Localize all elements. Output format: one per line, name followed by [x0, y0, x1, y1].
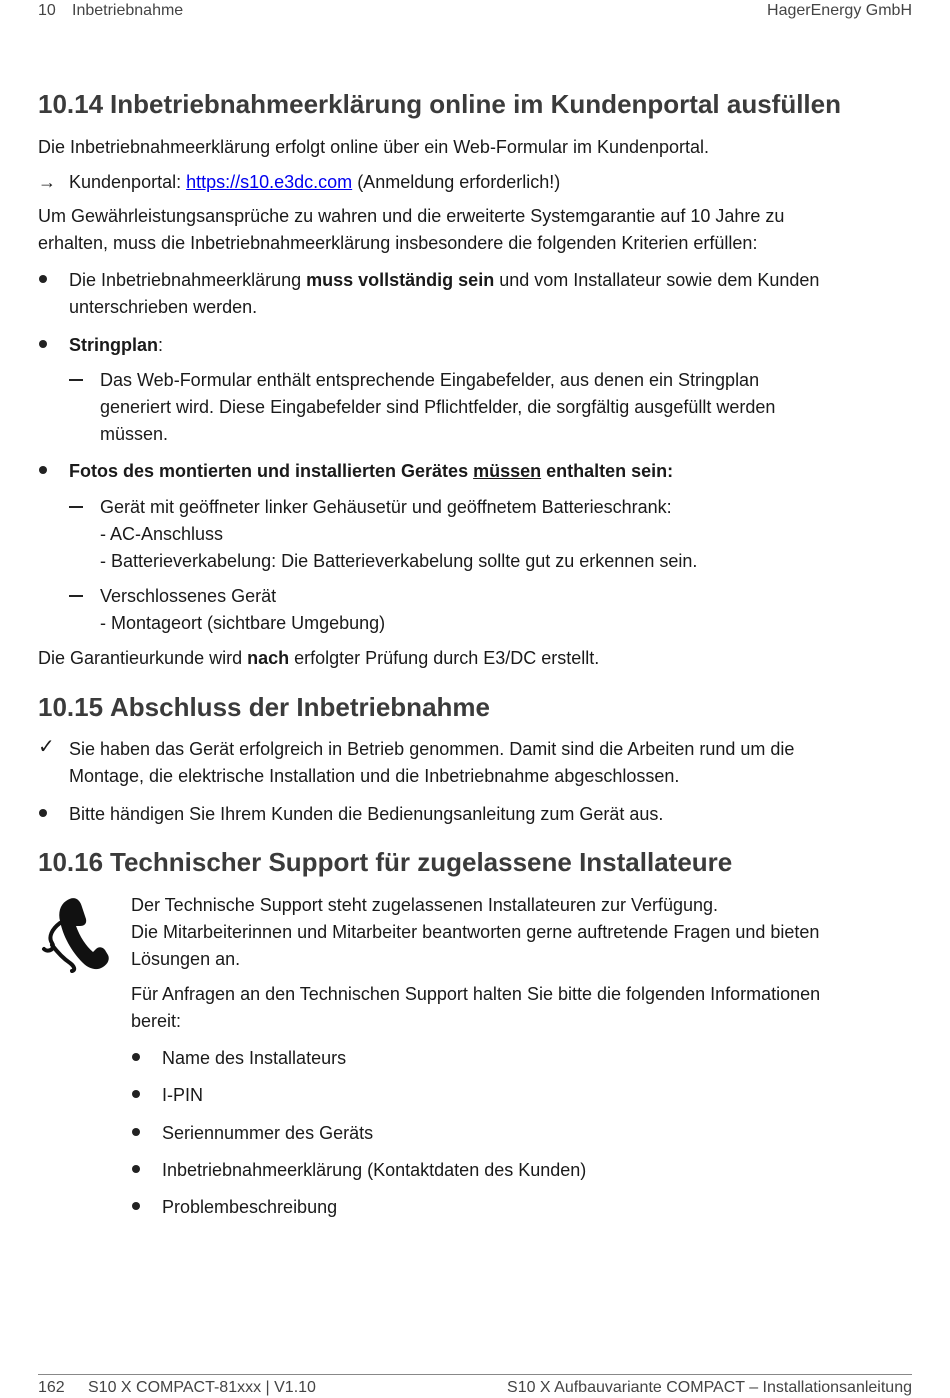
- text: Für Anfragen an den Technischen Support halten Sie bitte die folgenden Informationen: [131, 984, 821, 1004]
- section-title: Abschluss der Inbetriebnahme: [110, 692, 490, 722]
- page-header: [38, 2, 912, 24]
- emphasis: nach: [247, 648, 290, 668]
- text: unterschrieben werden.: [69, 297, 258, 317]
- text: generiert wird. Diese Eingabefelder sind Pflichtfelder, die sorgfältig ausgefüllt werden: [100, 397, 776, 417]
- underlined-text: müssen: [473, 461, 542, 481]
- document-page: [38, 0, 912, 1398]
- text: Montage, die elektrische Installation und die Inbetriebnahme abgeschlossen.: [69, 766, 680, 786]
- bullet-icon: [132, 1128, 140, 1136]
- list-item: Bitte händigen Sie Ihrem Kunden die Bedienungsanleitung zum Gerät aus.: [69, 804, 664, 824]
- bullet-icon: [39, 275, 47, 283]
- section-title: Inbetriebnahmeerklärung online im Kundenportal ausfüllen: [110, 89, 841, 119]
- paragraph-line: erhalten, muss die Inbetriebnahmeerklärung insbesondere die folgenden Kriterien erfüllen:: [38, 233, 758, 253]
- chapter-number: 10: [38, 2, 56, 19]
- bullet-icon: [132, 1165, 140, 1173]
- sub-list-item: [100, 494, 697, 575]
- bullet-icon: [132, 1202, 140, 1210]
- text: Der Technische Support steht zugelassenen Installateuren zur Verfügung.: [131, 895, 719, 915]
- bullet-icon: [132, 1053, 140, 1061]
- text: Verschlossenes Gerät: [100, 586, 277, 606]
- company-name: HagerEnergy GmbH: [767, 2, 912, 19]
- dash-icon: [69, 506, 83, 508]
- support-item: Seriennummer des Geräts: [162, 1123, 374, 1143]
- checkmark-icon: ✓: [38, 736, 55, 758]
- text: Die Inbetriebnahmeerklärung: [69, 270, 307, 290]
- chapter-heading: [38, 2, 183, 20]
- warranty-paragraph: [38, 203, 784, 257]
- section-number: 10.14: [38, 89, 104, 119]
- intro-paragraph: Die Inbetriebnahmeerklärung erfolgt online über ein Web-Formular im Kundenportal.: [38, 137, 710, 157]
- telephone-icon: [40, 893, 110, 973]
- arrow-icon: →: [38, 172, 56, 192]
- emphasis: muss vollständig sein: [306, 270, 495, 290]
- portal-note: (Anmeldung erforderlich!): [352, 172, 561, 192]
- text: Fotos des montierten und installierten Gerätes: [69, 461, 474, 481]
- section-number: 10.15: [38, 692, 104, 722]
- paragraph-line: Um Gewährleistungsansprüche zu wahren und die erweiterte Systemgarantie auf 10 Jahre zu: [38, 206, 785, 226]
- support-paragraph: [131, 892, 819, 973]
- text: Sie haben das Gerät erfolgreich in Betrieb genommen. Damit sind die Arbeiten rund um die: [69, 739, 795, 759]
- page-footer: [38, 1374, 912, 1396]
- sub-list-item: [100, 583, 385, 637]
- document-title: S10 X Aufbauvariante COMPACT – Installationsanleitung: [507, 1379, 912, 1396]
- text: - Batterieverkabelung: Die Batterieverkabelung sollte gut zu erkennen sein.: [100, 551, 698, 571]
- section-heading-10-15: [38, 692, 490, 723]
- section-number: 10.16: [38, 847, 104, 877]
- bullet-icon: [132, 1090, 140, 1098]
- text: und vom Installateur sowie dem Kunden: [494, 270, 820, 290]
- text: müssen.: [100, 424, 169, 444]
- support-item: Name des Installateurs: [162, 1048, 347, 1068]
- closing-paragraph: [38, 645, 599, 672]
- bullet-icon: [39, 340, 47, 348]
- footer-left: [38, 1379, 316, 1397]
- portal-link[interactable]: https://s10.e3dc.com: [186, 172, 353, 192]
- page-number: 162: [38, 1379, 65, 1396]
- chapter-title: Inbetriebnahme: [72, 2, 184, 19]
- text: Gerät mit geöffneter linker Gehäusetür und geöffnetem Batterieschrank:: [100, 497, 672, 517]
- section-heading-10-14: [38, 89, 841, 120]
- list-item: [69, 332, 163, 359]
- sub-list-item: [100, 367, 775, 448]
- result-paragraph: [69, 736, 794, 790]
- section-title: Technischer Support für zugelassene Installateure: [110, 847, 733, 877]
- text: erfolgter Prüfung durch E3/DC erstellt.: [289, 648, 600, 668]
- text: bereit:: [131, 1011, 182, 1031]
- text: - Montageort (sichtbare Umgebung): [100, 613, 386, 633]
- text: Die Mitarbeiterinnen und Mitarbeiter beantworten gerne auftretende Fragen und bieten: [131, 922, 820, 942]
- bullet-icon: [39, 466, 47, 474]
- text: enthalten sein:: [541, 461, 674, 481]
- text: Lösungen an.: [131, 949, 241, 969]
- support-item: Problembeschreibung: [162, 1197, 338, 1217]
- dash-icon: [69, 595, 83, 597]
- text: - AC-Anschluss: [100, 524, 224, 544]
- bullet-icon: [39, 809, 47, 817]
- emphasis: Stringplan: [69, 335, 158, 355]
- request-paragraph: [131, 981, 820, 1035]
- text: :: [158, 335, 164, 355]
- dash-icon: [69, 379, 83, 381]
- section-heading-10-16: [38, 847, 732, 878]
- document-id: S10 X COMPACT-81xxx | V1.10: [88, 1379, 316, 1396]
- list-item: [69, 458, 673, 485]
- support-item: Inbetriebnahmeerklärung (Kontaktdaten des Kunden): [162, 1160, 587, 1180]
- portal-label: Kundenportal:: [69, 172, 187, 192]
- list-item: [69, 267, 819, 321]
- portal-line: [69, 169, 560, 196]
- support-item: I-PIN: [162, 1085, 204, 1105]
- text: Die Garantieurkunde wird: [38, 648, 248, 668]
- text: Das Web-Formular enthält entsprechende Eingabefelder, aus denen ein Stringplan: [100, 370, 760, 390]
